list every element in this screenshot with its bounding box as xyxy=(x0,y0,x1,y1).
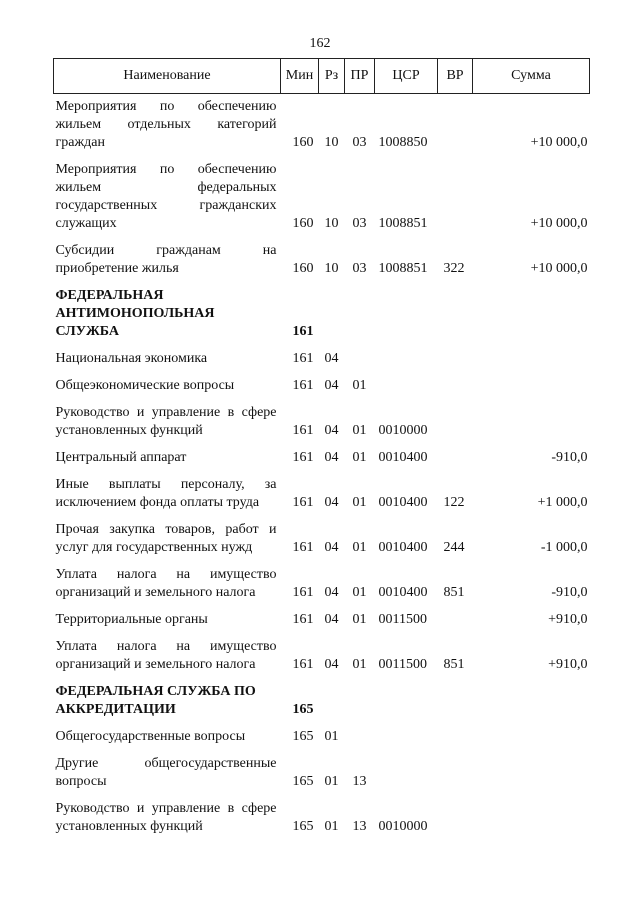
cell-pr: 01 xyxy=(352,540,367,555)
cell-sum: -910,0 xyxy=(551,450,588,465)
cell-sum xyxy=(473,283,590,346)
cell-min: 160 xyxy=(292,135,314,150)
cell-rz: 04 xyxy=(324,612,339,627)
cell-sum xyxy=(473,751,590,796)
cell-min: 161 xyxy=(292,612,314,627)
cell-min: 161 xyxy=(292,540,314,555)
cell-pr xyxy=(345,283,375,346)
cell-pr: 01 xyxy=(352,450,367,465)
cell-rz: 04 xyxy=(324,378,339,393)
cell-name: Уплата налога на имущество организаций и земельного налога xyxy=(55,567,277,600)
column-header-pr: ПР xyxy=(345,59,375,94)
cell-csr xyxy=(375,373,438,400)
cell-rz: 01 xyxy=(324,729,339,744)
cell-rz: 04 xyxy=(324,450,339,465)
cell-name: Центральный аппарат xyxy=(55,450,187,465)
cell-pr: 13 xyxy=(352,819,367,834)
cell-vr: 851 xyxy=(443,657,465,672)
cell-csr xyxy=(375,679,438,724)
cell-name: Мероприятия по обеспечению жильем отдельных категорий граждан xyxy=(55,99,277,150)
column-header-sum: Сумма xyxy=(473,59,590,94)
cell-name: Иные выплаты персоналу, за исключением фонда оплаты труда xyxy=(55,477,277,510)
cell-vr: 851 xyxy=(443,585,465,600)
section-header-row xyxy=(54,679,590,724)
cell-sum: +1 000,0 xyxy=(537,495,588,510)
cell-csr xyxy=(375,283,438,346)
cell-min: 160 xyxy=(292,261,314,276)
cell-sum xyxy=(473,724,590,751)
cell-csr: 0010400 xyxy=(378,585,428,600)
cell-pr: 01 xyxy=(352,612,367,627)
cell-name: Руководство и управление в сфере установленных функций xyxy=(55,801,277,834)
cell-pr: 03 xyxy=(352,135,367,150)
cell-min: 161 xyxy=(292,351,314,366)
cell-min: 161 xyxy=(292,657,314,672)
cell-name: Территориальные органы xyxy=(55,612,208,627)
cell-min: 165 xyxy=(292,702,314,717)
cell-csr xyxy=(375,346,438,373)
cell-pr: 01 xyxy=(352,495,367,510)
cell-sum xyxy=(473,400,590,445)
cell-pr: 13 xyxy=(352,774,367,789)
cell-csr: 0010000 xyxy=(378,819,428,834)
cell-sum: +910,0 xyxy=(548,657,588,672)
cell-name: Руководство и управление в сфере установленных функций xyxy=(55,405,277,438)
table-row xyxy=(54,373,590,400)
cell-name: Общегосударственные вопросы xyxy=(55,729,246,744)
cell-rz: 04 xyxy=(324,540,339,555)
cell-vr xyxy=(438,445,473,472)
cell-name: ФЕДЕРАЛЬНАЯ СЛУЖБА ПО АККРЕДИТАЦИИ xyxy=(55,684,256,717)
cell-min: 161 xyxy=(292,495,314,510)
cell-min: 161 xyxy=(292,423,314,438)
cell-vr xyxy=(438,283,473,346)
cell-sum: -910,0 xyxy=(551,585,588,600)
table-row xyxy=(54,94,590,158)
budget-table xyxy=(53,58,590,841)
cell-vr xyxy=(438,724,473,751)
column-header-min: Мин xyxy=(281,59,319,94)
table-row xyxy=(54,607,590,634)
cell-rz: 04 xyxy=(324,423,339,438)
cell-sum: +910,0 xyxy=(548,612,588,627)
cell-min: 165 xyxy=(292,774,314,789)
cell-name: Уплата налога на имущество организаций и земельного налога xyxy=(55,639,277,672)
cell-rz: 10 xyxy=(324,216,339,231)
cell-csr: 0010400 xyxy=(378,540,428,555)
cell-pr: 03 xyxy=(352,261,367,276)
cell-csr: 0010000 xyxy=(378,423,428,438)
cell-sum: +10 000,0 xyxy=(530,261,588,276)
cell-rz: 01 xyxy=(324,774,339,789)
column-header-csr: ЦСР xyxy=(375,59,438,94)
cell-name: Другие общегосударственные вопросы xyxy=(55,756,277,789)
cell-min: 161 xyxy=(292,378,314,393)
cell-min: 165 xyxy=(292,729,314,744)
table-row xyxy=(54,400,590,445)
cell-rz: 04 xyxy=(324,585,339,600)
cell-rz: 04 xyxy=(324,495,339,510)
cell-vr: 244 xyxy=(443,540,465,555)
cell-name: Общеэкономические вопросы xyxy=(55,378,235,393)
cell-vr xyxy=(438,346,473,373)
cell-rz: 04 xyxy=(324,351,339,366)
column-header-rz: Рз xyxy=(319,59,345,94)
cell-sum xyxy=(473,679,590,724)
cell-name: Субсидии гражданам на приобретение жилья xyxy=(55,243,277,276)
page-number: 162 xyxy=(309,36,331,51)
cell-csr: 1008851 xyxy=(378,261,428,276)
cell-min: 161 xyxy=(292,450,314,465)
cell-rz: 01 xyxy=(324,819,339,834)
cell-vr xyxy=(438,679,473,724)
cell-csr: 1008851 xyxy=(378,216,428,231)
cell-pr: 01 xyxy=(352,423,367,438)
table-row xyxy=(54,238,590,283)
table-row xyxy=(54,157,590,238)
cell-csr xyxy=(375,724,438,751)
cell-sum: -1 000,0 xyxy=(540,540,588,555)
cell-vr xyxy=(438,607,473,634)
cell-vr xyxy=(438,796,473,841)
cell-vr: 322 xyxy=(443,261,465,276)
cell-sum xyxy=(473,796,590,841)
cell-rz xyxy=(319,283,345,346)
cell-min: 165 xyxy=(292,819,314,834)
table-row xyxy=(54,796,590,841)
cell-sum xyxy=(473,346,590,373)
cell-name: Национальная экономика xyxy=(55,351,208,366)
cell-pr xyxy=(345,346,375,373)
cell-name: ФЕДЕРАЛЬНАЯ АНТИМОНОПОЛЬНАЯ СЛУЖБА xyxy=(55,288,215,339)
cell-rz: 10 xyxy=(324,135,339,150)
cell-min: 160 xyxy=(292,216,314,231)
cell-pr: 01 xyxy=(352,585,367,600)
cell-csr: 1008850 xyxy=(378,135,428,150)
cell-csr: 0011500 xyxy=(378,657,427,672)
cell-csr: 0011500 xyxy=(378,612,427,627)
cell-csr: 0010400 xyxy=(378,450,428,465)
column-header-name: Наименование xyxy=(54,59,281,94)
cell-vr xyxy=(438,751,473,796)
cell-min: 161 xyxy=(292,585,314,600)
table-row xyxy=(54,346,590,373)
cell-vr xyxy=(438,157,473,238)
cell-rz: 10 xyxy=(324,261,339,276)
section-header-row xyxy=(54,283,590,346)
cell-pr: 01 xyxy=(352,378,367,393)
table-body xyxy=(54,94,590,842)
table-row xyxy=(54,517,590,562)
cell-sum: +10 000,0 xyxy=(530,135,588,150)
cell-sum xyxy=(473,373,590,400)
cell-vr: 122 xyxy=(443,495,465,510)
cell-rz xyxy=(319,679,345,724)
table-row xyxy=(54,445,590,472)
cell-vr xyxy=(438,400,473,445)
column-header-vr: ВР xyxy=(438,59,473,94)
cell-name: Прочая закупка товаров, работ и услуг для государственных нужд xyxy=(55,522,277,555)
cell-name: Мероприятия по обеспечению жильем федеральных государственных гражданских служащих xyxy=(55,162,277,231)
cell-vr xyxy=(438,373,473,400)
table-row xyxy=(54,562,590,607)
cell-pr xyxy=(345,679,375,724)
cell-pr: 01 xyxy=(352,657,367,672)
table-header xyxy=(54,59,590,94)
table-row xyxy=(54,472,590,517)
cell-csr xyxy=(375,751,438,796)
table-row xyxy=(54,634,590,679)
table-row xyxy=(54,724,590,751)
cell-rz: 04 xyxy=(324,657,339,672)
cell-vr xyxy=(438,94,473,158)
cell-pr xyxy=(345,724,375,751)
cell-pr: 03 xyxy=(352,216,367,231)
cell-csr: 0010400 xyxy=(378,495,428,510)
table-row xyxy=(54,751,590,796)
cell-min: 161 xyxy=(292,324,314,339)
cell-sum: +10 000,0 xyxy=(530,216,588,231)
